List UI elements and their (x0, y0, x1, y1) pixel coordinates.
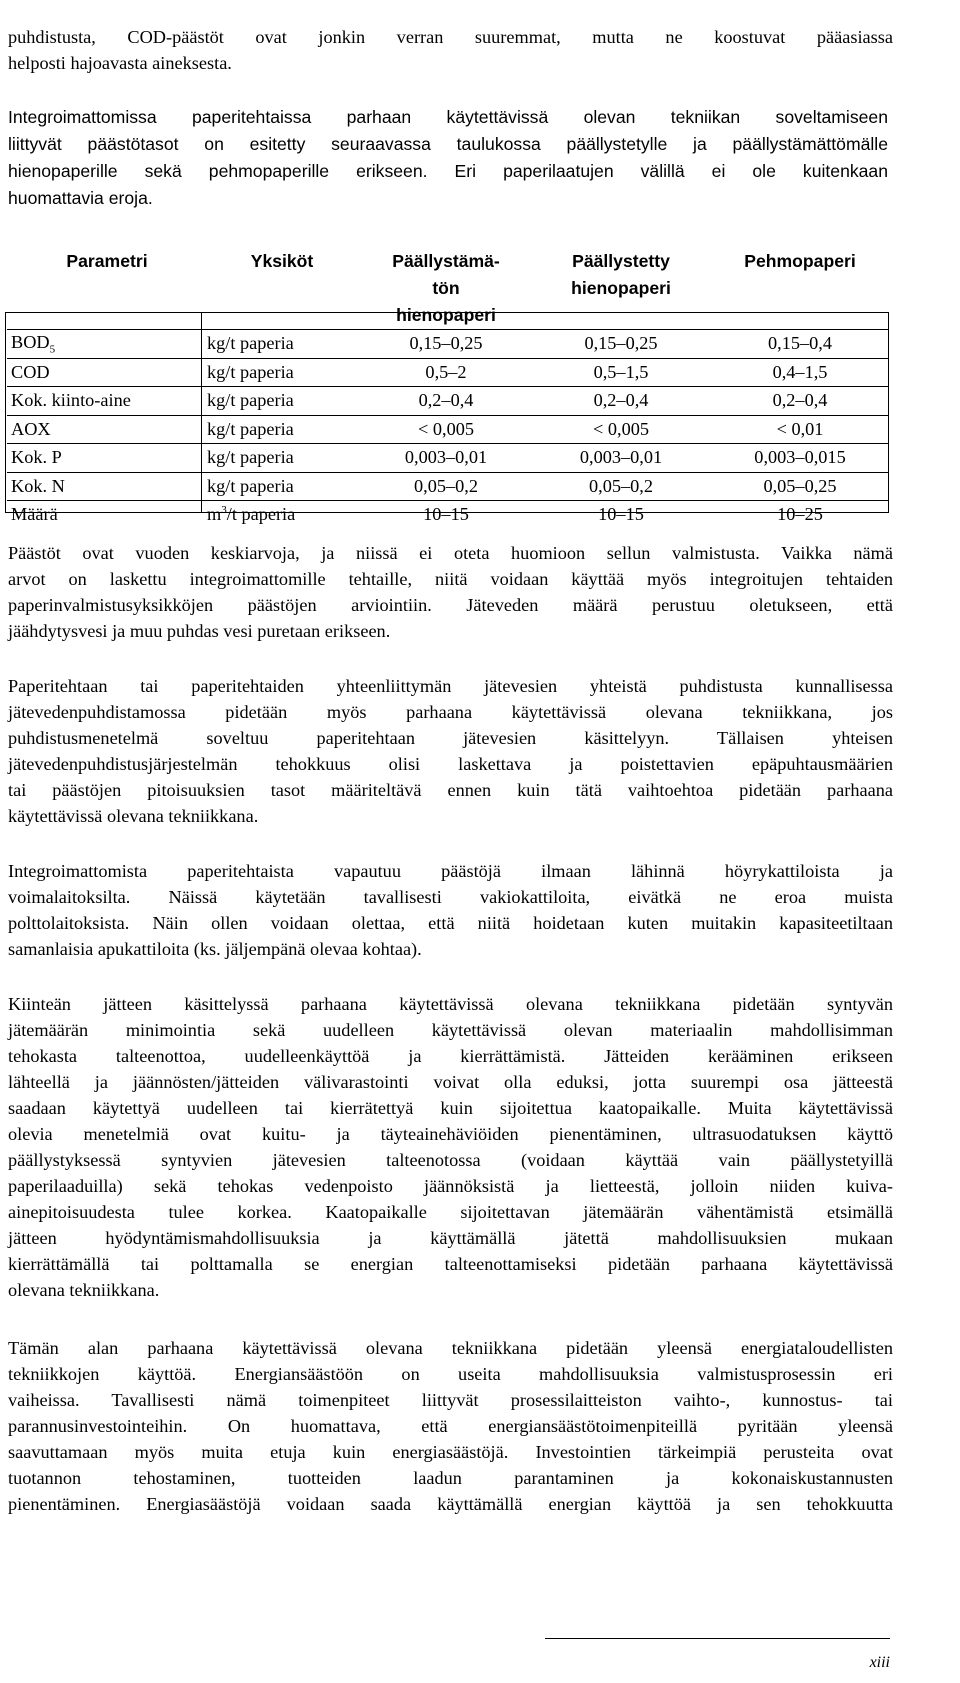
cell-parameter (7, 472, 203, 501)
text-line: helposti hajoavasta aineksesta. (8, 53, 232, 73)
paragraph-energy (8, 1335, 893, 1517)
header-yksikot: Yksiköt (250, 251, 314, 271)
cell-paallystetty: 10–15 (531, 501, 707, 529)
parameter-subscript: 5 (49, 343, 56, 356)
cell-paallystamaton: < 0,005 (357, 415, 531, 444)
unit-text: kg/t paperia (207, 418, 294, 439)
parameter-name: Määrä (11, 504, 58, 525)
text-line: puhdistusmenetelmä soveltuu paperitehtaan jätevesien käsittelyyn. Tällaisen yhteisen (8, 728, 893, 748)
text-line: huomattavia eroja. (8, 188, 153, 208)
text-line: käytettävissä olevana tekniikkana. (8, 806, 259, 826)
unit-text: kg/t paperia (207, 475, 294, 496)
text-line: pienentäminen. Energiasäästöjä voidaan saada käyttämällä energian käyttöä ja sen tehokkuutta (8, 1494, 893, 1514)
text-line: Integroimattomissa paperitehtaissa parhaan käytettävissä olevan tekniikan soveltamiseen (8, 107, 888, 127)
header-paallystamaton (357, 248, 531, 330)
cell-parameter (7, 358, 203, 387)
parameter-name: AOX (11, 418, 51, 439)
cell-pehmopaperi: 0,15–0,4 (707, 330, 889, 359)
text-line: saavuttamaan myös muita etuja kuin energiasäästöjä. Investointien tärkeimpiä perusteita ovat (8, 1442, 893, 1462)
cell-paallystetty: 0,5–1,5 (531, 358, 707, 387)
header-line: Päällystämä- (392, 251, 500, 271)
cell-pehmopaperi: 10–25 (707, 501, 889, 529)
footer-rule (545, 1638, 890, 1639)
cell-pehmopaperi: 0,003–0,015 (707, 444, 889, 473)
text-line: olevana tekniikkana. (8, 1280, 160, 1300)
cell-unit (203, 501, 357, 529)
paragraph-air-emissions (8, 858, 893, 962)
text-line: lähteellä ja jäännösten/jätteiden välivarastointi voivat olla eduksi, jotta suurempi osa jätteestä (8, 1072, 893, 1092)
text-line: jätemäärän minimointia sekä uudelleen käytettävissä olevan materiaalin mahdollisimman (8, 1020, 893, 1040)
text-line: Integroimattomista paperitehtaista vapautuu päästöjä ilmaan lähinnä höyrykattiloista ja (8, 861, 893, 881)
cell-unit (203, 387, 357, 416)
parameter-name: Kok. kiinto-aine (11, 390, 131, 411)
header-line: hienopaperi (571, 278, 671, 298)
table-divider (201, 312, 202, 513)
text-line: paperinvalmistusyksikköjen päästöjen arviointiin. Jäteveden määrä perustuu oletukseen, että (8, 595, 893, 615)
cell-parameter (7, 415, 203, 444)
text-line: Kiinteän jätteen käsittelyssä parhaana käytettävissä olevana tekniikkana pidetään syntyvän (8, 994, 893, 1014)
text-line: Paperitehtaan tai paperitehtaiden yhteenliittymän jätevesien yhteistä puhdistusta kunnallisessa (8, 676, 893, 696)
text-line: jätteen hyödyntämismahdollisuuksia ja käyttämällä jätettä mahdollisuuksien mukaan (8, 1228, 893, 1248)
table-row (7, 358, 889, 387)
text-line: Tämän alan parhaana käytettävissä olevana tekniikkana pidetään yleensä energiataloudellisten (8, 1338, 893, 1358)
text-line: kierrättämällä tai polttamalla se energian talteenottamiseksi pidetään parhaana käytettävissä (8, 1254, 893, 1274)
table-row (7, 501, 889, 529)
table-row (7, 387, 889, 416)
cell-parameter (7, 501, 203, 529)
text-line: jäähdytysvesi ja muu puhdas vesi puretaan erikseen. (8, 621, 391, 641)
cell-paallystetty: 0,2–0,4 (531, 387, 707, 416)
table-row (7, 330, 889, 359)
cell-pehmopaperi: 0,05–0,25 (707, 472, 889, 501)
cell-paallystetty: 0,05–0,2 (531, 472, 707, 501)
table-row (7, 472, 889, 501)
text-line: olevia menetelmiä ovat kuitu- ja täyteainehäviöiden pienentäminen, ultrasuodatuksen käyttö (8, 1124, 893, 1144)
text-line: päällystyksessä syntyvien jätevesien talteenotossa (voidaan käyttää vain päällystetyillä (8, 1150, 893, 1170)
cell-paallystetty: < 0,005 (531, 415, 707, 444)
cell-pehmopaperi: < 0,01 (707, 415, 889, 444)
header-line: Päällystetty (572, 251, 670, 271)
cell-paallystamaton: 0,003–0,01 (357, 444, 531, 473)
text-line: puhdistusta, COD-päästöt ovat jonkin verran suuremmat, mutta ne koostuvat pääasiassa (8, 27, 893, 47)
cell-parameter (7, 330, 203, 359)
header-parametri: Parametri (66, 251, 148, 271)
text-line: samanlaisia apukattiloita (ks. jäljempänä olevaa kohtaa). (8, 939, 422, 959)
header-line: tön (432, 278, 460, 298)
cell-unit (203, 330, 357, 359)
cell-paallystetty: 0,15–0,25 (531, 330, 707, 359)
cell-unit (203, 472, 357, 501)
text-line: jätevedenpuhdistusjärjestelmän tehokkuus olisi laskettava ja poistettavien epäpuhtausmäärien (8, 754, 893, 774)
cell-pehmopaperi: 0,4–1,5 (707, 358, 889, 387)
text-line: tehokasta talteenottoa, uudelleenkäyttöä ja kierrättämistä. Jätteiden kerääminen erikseen (8, 1046, 893, 1066)
text-line: Päästöt ovat vuoden keskiarvoja, ja niissä ei oteta huomioon sellun valmistusta. Vaikka nämä (8, 543, 893, 563)
text-line: ainepitoisuudesta tulee korkea. Kaatopaikalle sijoitettavan jätemäärän vähentämistä etsimällä (8, 1202, 893, 1222)
cell-paallystamaton: 0,5–2 (357, 358, 531, 387)
text-line: jätevedenpuhdistamossa pidetään myös parhaana käytettävissä olevana tekniikkana, jos (8, 702, 893, 722)
cell-unit (203, 444, 357, 473)
text-line: tekniikkojen käyttöä. Energiansäästöön on useita mahdollisuuksia valmistusprosessin eri (8, 1364, 893, 1384)
header-paallystetty (531, 248, 707, 330)
paragraph-municipal-treatment (8, 673, 893, 829)
unit-text-rest: /t paperia (226, 504, 296, 525)
table-header-row (7, 248, 889, 330)
paragraph-solid-waste (8, 991, 893, 1303)
cell-paallystamaton: 10–15 (357, 501, 531, 529)
unit-text: kg/t paperia (207, 361, 294, 382)
text-line: saadaan käytettyä uudelleen tai kierrätettyä kuin sijoitettua kaatopaikalle. Muita käytettävissä (8, 1098, 893, 1118)
text-line: liittyvät päästötasot on esitetty seuraavassa taulukossa päällystetylle ja päällystämättömälle (8, 134, 888, 154)
text-line: parannusinvestointeihin. On huomattava, että energiansäästötoimenpiteillä pyritään yleensä (8, 1416, 893, 1436)
parameter-name: Kok. N (11, 475, 65, 496)
parameter-name: COD (11, 361, 50, 382)
paragraph-intro (8, 24, 893, 76)
text-line: polttolaitoksista. Näin ollen voidaan olettaa, että niitä hoidetaan kuten muitakin kapasiteetiltaan (8, 913, 893, 933)
emission-levels-table (7, 248, 889, 529)
cell-unit (203, 358, 357, 387)
text-line: tuotannon tehostaminen, tuotteiden laadun parantaminen ja kokonaiskustannusten (8, 1468, 893, 1488)
unit-text: kg/t paperia (207, 333, 294, 354)
parameter-name: BOD (11, 331, 50, 352)
text-line: tai päästöjen pitoisuuksien tasot määriteltävä ennen kuin tätä vaihtoehtoa pidetään parhaana (8, 780, 893, 800)
cell-paallystamaton: 0,05–0,2 (357, 472, 531, 501)
paragraph-notes (8, 540, 893, 644)
text-line: arvot on laskettu integroimattomille tehtaille, niitä voidaan käyttää myös integroitujen tehtaiden (8, 569, 893, 589)
table-row (7, 444, 889, 473)
cell-parameter (7, 444, 203, 473)
header-line: hienopaperi (396, 305, 496, 325)
page-number: xiii (869, 1654, 890, 1671)
parameter-name: Kok. P (11, 447, 62, 468)
cell-unit (203, 415, 357, 444)
paragraph-table-intro (8, 104, 888, 212)
text-line: voimalaitoksilta. Näissä käytetään tavallisesti vakiokattiloita, eivätkä ne eroa muista (8, 887, 893, 907)
text-line: paperilaaduilla) sekä tehokas vedenpoisto jäännöksistä ja lietteestä, jolloin niiden kuiva- (8, 1176, 893, 1196)
text-line: vaiheissa. Tavallisesti nämä toimenpiteet liittyvät prosessilaitteiston vaihto-, kunnostus- tai (8, 1390, 893, 1410)
unit-superscript: 3 (221, 504, 227, 517)
unit-text: kg/t paperia (207, 447, 294, 468)
cell-paallystetty: 0,003–0,01 (531, 444, 707, 473)
cell-pehmopaperi: 0,2–0,4 (707, 387, 889, 416)
unit-text: kg/t paperia (207, 390, 294, 411)
cell-paallystamaton: 0,15–0,25 (357, 330, 531, 359)
unit-text: m (207, 504, 222, 525)
cell-paallystamaton: 0,2–0,4 (357, 387, 531, 416)
header-pehmopaperi: Pehmopaperi (744, 251, 856, 271)
cell-parameter (7, 387, 203, 416)
table-row (7, 415, 889, 444)
text-line: hienopaperille sekä pehmopaperille erikseen. Eri paperilaatujen välillä ei ole kuitenkaan (8, 161, 888, 181)
